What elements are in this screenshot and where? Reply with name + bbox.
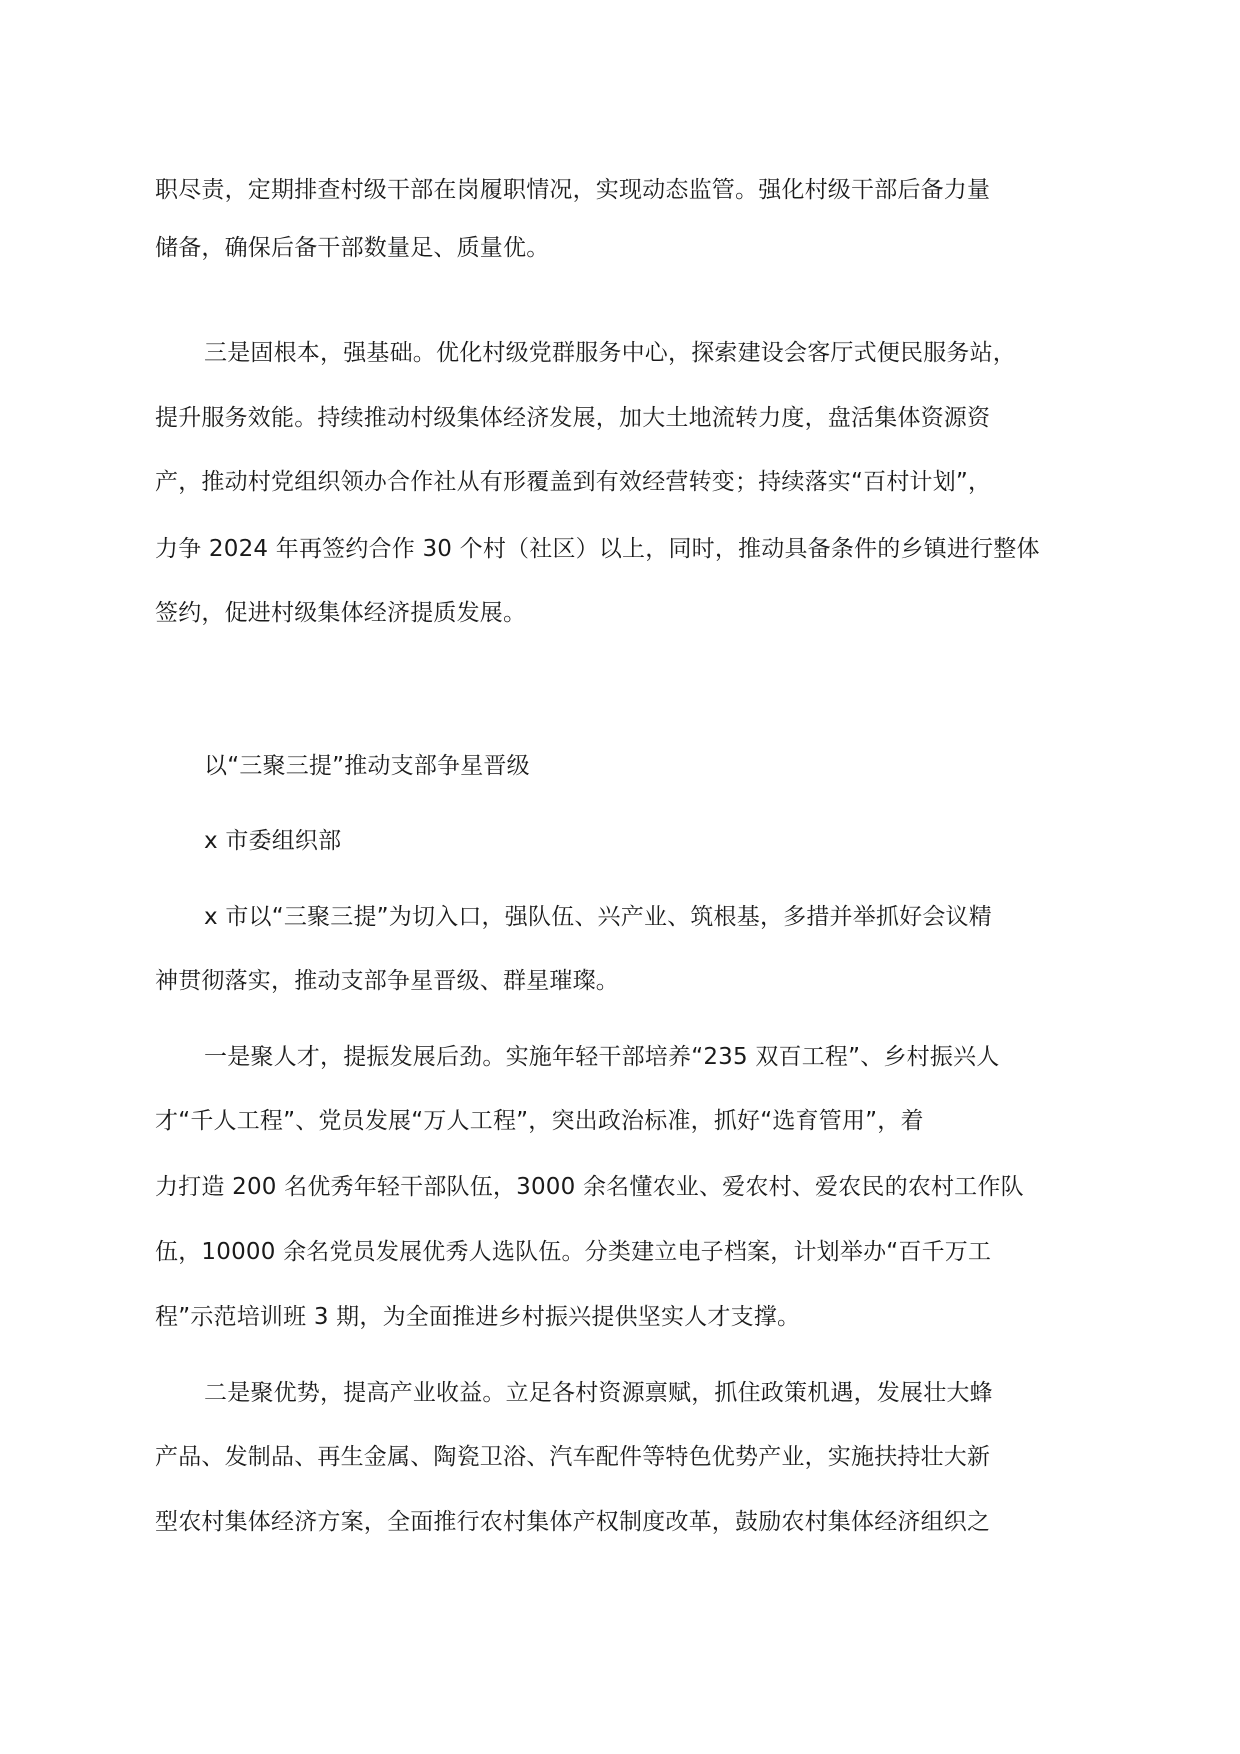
article-author: x 市委组织部 (204, 828, 342, 854)
paragraph-start: 三是固根本，强基础。优化村级党群服务中心，探索建设会客厅式便民服务站， (204, 340, 1016, 366)
text-line: 力争 2024 年再签约合作 30 个村（社区）以上，同时，推动具备条件的乡镇进行整体 (155, 536, 1040, 562)
paragraph-start: x 市以“三聚三提”为切入口，强队伍、兴产业、筑根基，多措并举抓好会议精 (204, 904, 992, 930)
text-line: 提升服务效能。持续推动村级集体经济发展，加大土地流转力度，盘活集体资源资 (155, 405, 991, 431)
text-line: 职尽责，定期排查村级干部在岗履职情况，实现动态监管。强化村级干部后备力量 (155, 177, 991, 203)
text-line: 才“千人工程”、党员发展“万人工程”，突出政治标准，抓好“选育管用”，着 (155, 1108, 924, 1134)
text-line: 程”示范培训班 3 期，为全面推进乡村振兴提供坚实人才支撑。 (155, 1304, 801, 1330)
article-title: 以“三聚三提”推动支部争星晋级 (204, 753, 530, 779)
paragraph-start: 二是聚优势，提高产业收益。立足各村资源禀赋，抓住政策机遇，发展壮大蜂 (204, 1380, 993, 1406)
paragraph-start: 一是聚人才，提振发展后劲。实施年轻干部培养“235 双百工程”、乡村振兴人 (204, 1044, 1000, 1070)
text-line: 伍，10000 余名党员发展优秀人选队伍。分类建立电子档案，计划举办“百千万工 (155, 1239, 992, 1265)
text-line: 签约，促进村级集体经济提质发展。 (155, 600, 527, 626)
text-line: 产，推动村党组织领办合作社从有形覆盖到有效经营转变；持续落实“百村计划”， (155, 469, 992, 495)
text-line: 神贯彻落实，推动支部争星晋级、群星璀璨。 (155, 968, 619, 994)
text-line: 力打造 200 名优秀年轻干部队伍，3000 余名懂农业、爱农村、爱农民的农村工作队 (155, 1174, 1024, 1200)
text-line: 产品、发制品、再生金属、陶瓷卫浴、汽车配件等特色优势产业，实施扶持壮大新 (155, 1444, 991, 1470)
text-line: 型农村集体经济方案，全面推行农村集体产权制度改革，鼓励农村集体经济组织之 (155, 1509, 991, 1535)
text-line: 储备，确保后备干部数量足、质量优。 (155, 235, 550, 261)
